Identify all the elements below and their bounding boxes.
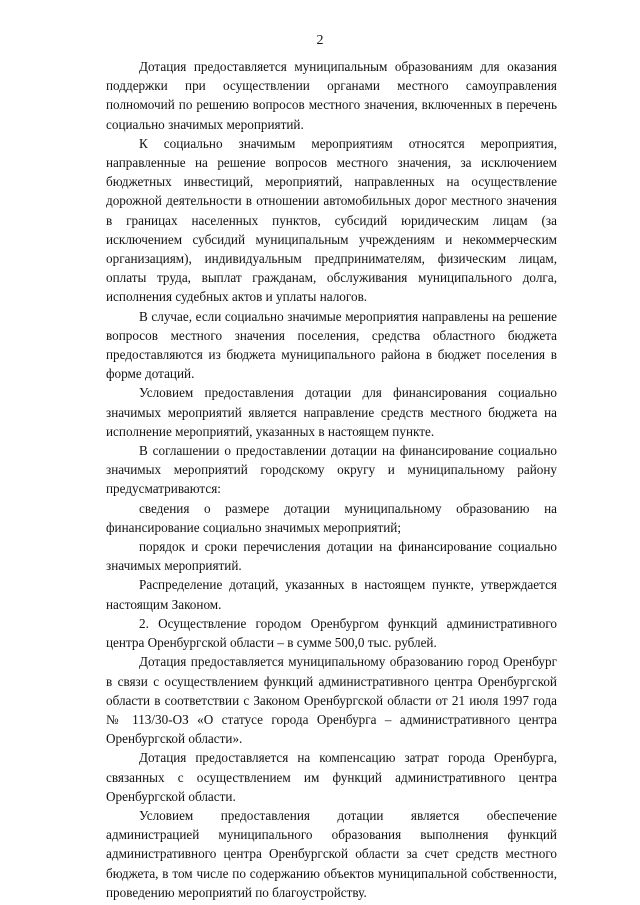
paragraph: В случае, если социально значимые мероприятия направлены на решение вопросов местного значения поселения, средства областного бюджета предоставляются из бюджета муниципального района в бюджет поселения в форме дотаций.	[106, 308, 557, 382]
paragraph: Распределение дотаций, указанных в настоящем пункте, утверждается настоящим Законом.	[106, 577, 557, 612]
paragraph: Дотация предоставляется на компенсацию затрат города Оренбурга, связанных с осуществлением им функций административного центра Оренбургской области.	[106, 750, 557, 804]
paragraph: Дотация предоставляется муниципальному образованию город Оренбург в связи с осуществлением функций административного центра Оренбургской области в соответствии с Законом Оренбургской области от 21 июля 1997 года № 113/30-ОЗ «О статусе города Оренбурга – административного центра Оренбургской области».	[106, 654, 557, 747]
paragraph: порядок и сроки перечисления дотации на финансирование социально значимых мероприятий.	[106, 539, 557, 574]
paragraph: Дотация предоставляется муниципальным образованиям для оказания поддержки при осуществлении органами местного самоуправления полномочий по решению вопросов местного значения, включенных в перечень социально значимых мероприятий.	[106, 59, 557, 132]
paragraph: К социально значимым мероприятиям относятся мероприятия, направленные на решение вопросов местного значения, за исключением бюджетных инвестиций, мероприятий, направленных на осуществление дорожной деятельности в отношении автомобильных дорог местного значения в границах населенных пунктов, субсидий юридическим лицам (за исключением субсидий муниципальным учреждениям и некоммерческим организациям), индивидуальным предпринимателям, физическим лицам, оплаты труда, выплат гражданам, обслуживания муниципального долга, исполнения судебных актов и уплаты налогов.	[106, 135, 557, 305]
paragraph: Условием предоставления дотации является обеспечение администрацией муниципального образования выполнения функций административного центра Оренбургской области за счет средств местного бюджета, в том числе по содержанию объектов муниципальной собственности, проведению мероприятий по благоустройству.	[106, 807, 557, 900]
page-number: 2	[316, 33, 324, 48]
document-body	[106, 57, 557, 902]
paragraph: сведения о размере дотации муниципальному образованию на финансирование социально значимых мероприятий;	[106, 500, 557, 535]
paragraph: 2. Осуществление городом Оренбургом функций административного центра Оренбургской области – в сумме 500,0 тыс. рублей.	[106, 615, 557, 651]
paragraph: Условием предоставления дотации для финансирования социально значимых мероприятий является направление средств местного бюджета на исполнение мероприятий, указанных в настоящем пункте.	[106, 385, 557, 439]
paragraph: В соглашении о предоставлении дотации на финансирование социально значимых мероприятий городскому округу и муниципальному району предусматриваются:	[106, 443, 557, 497]
